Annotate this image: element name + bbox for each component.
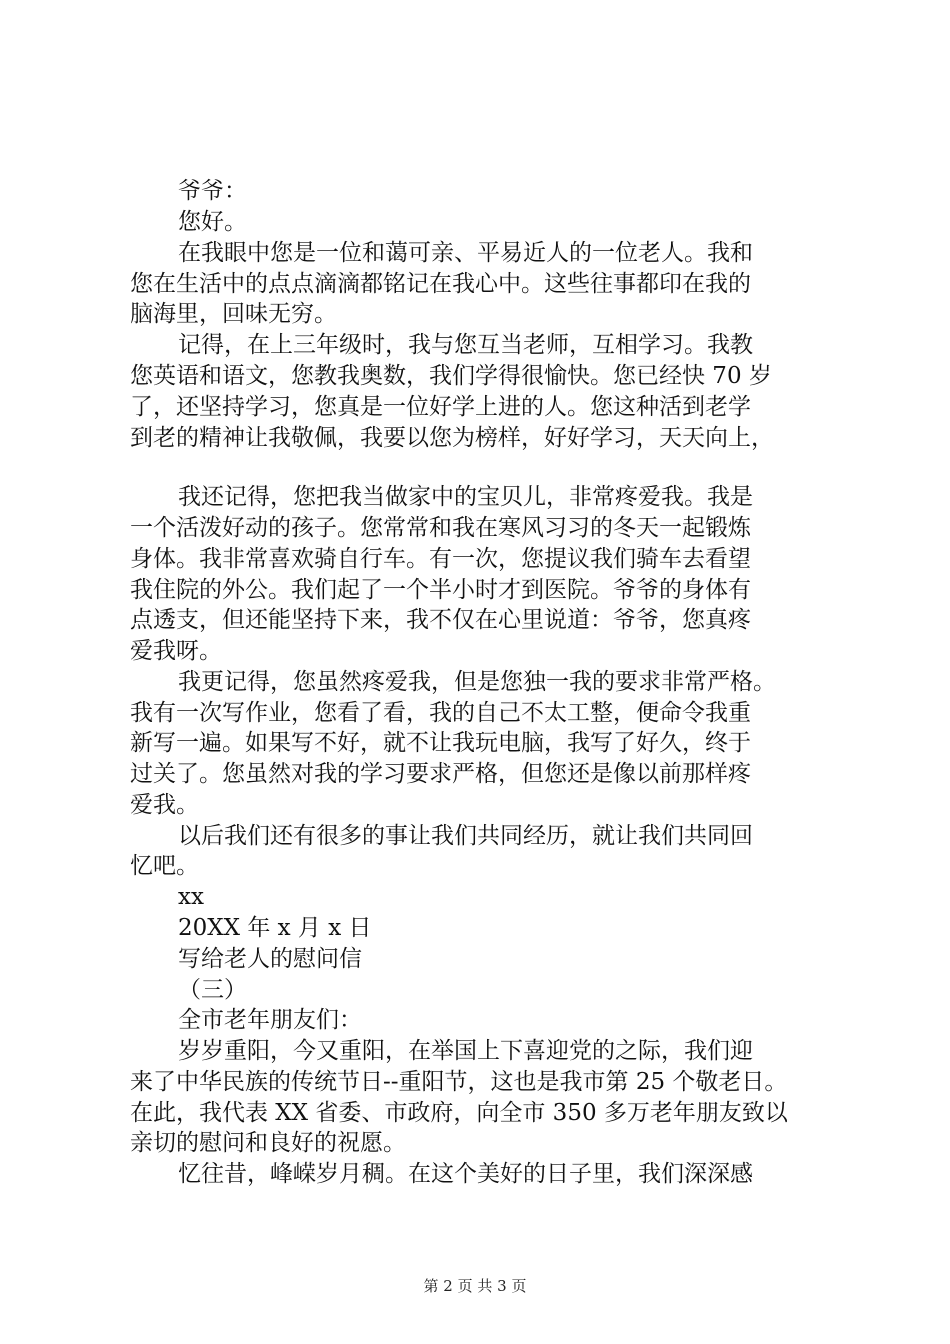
paragraph-line: 一个活泼好动的孩子。您常常和我在寒风习习的冬天一起锻炼 xyxy=(130,515,751,541)
date-line: 20XX 年 x 月 x 日 xyxy=(178,915,372,941)
paragraph-line: 我更记得，您虽然疼爱我，但是您独一我的要求非常严格。 xyxy=(178,669,776,695)
signature: xx xyxy=(178,884,204,910)
paragraph-line: 以后我们还有很多的事让我们共同经历，就让我们共同回 xyxy=(178,823,753,849)
section-number: （三） xyxy=(178,977,247,1003)
greeting: 您好。 xyxy=(178,209,247,235)
section-title: 写给老人的慰问信 xyxy=(178,946,362,972)
paragraph-line: 来了中华民族的传统节日--重阳节，这也是我市第 25 个敬老日。 xyxy=(130,1069,788,1095)
paragraph-line: 亲切的慰问和良好的祝愿。 xyxy=(130,1130,406,1156)
paragraph-line: 在此，我代表 XX 省委、市政府，向全市 350 多万老年朋友致以 xyxy=(130,1100,788,1126)
paragraph-line: 身体。我非常喜欢骑自行车。有一次，您提议我们骑车去看望 xyxy=(130,546,751,572)
paragraph-line: 您在生活中的点点滴滴都铭记在我心中。这些往事都印在我的 xyxy=(130,271,751,297)
page-footer: 第 2 页 共 3 页 xyxy=(423,1277,527,1295)
paragraph-line: 岁岁重阳，今又重阳，在举国上下喜迎党的之际，我们迎 xyxy=(178,1038,753,1064)
paragraph-line: 我有一次写作业，您看了看，我的自己不太工整，便命令我重 xyxy=(130,700,751,726)
paragraph-line: 忆往昔，峰嵘岁月稠。在这个美好的日子里，我们深深感 xyxy=(178,1161,753,1187)
paragraph-line: 忆吧。 xyxy=(130,853,199,879)
paragraph-line: 爱我。 xyxy=(130,792,199,818)
paragraph-line: 脑海里，回味无穷。 xyxy=(130,301,337,327)
paragraph-line: 到老的精神让我敬佩，我要以您为榜样，好好学习，天天向上， xyxy=(130,425,774,451)
paragraph-line: 了，还坚持学习，您真是一位好学上进的人。您这种活到老学 xyxy=(130,394,751,420)
paragraph-line: 我住院的外公。我们起了一个半小时才到医院。爷爷的身体有 xyxy=(130,577,751,603)
paragraph-line: 您英语和语文，您教我奥数，我们学得很愉快。您已经快 70 岁 xyxy=(130,363,772,389)
paragraph-line: 过关了。您虽然对我的学习要求严格，但您还是像以前那样疼 xyxy=(130,761,751,787)
paragraph-line: 爱我呀。 xyxy=(130,638,222,664)
salutation: 爷爷： xyxy=(178,178,247,204)
paragraph-line: 在我眼中您是一位和蔼可亲、平易近人的一位老人。我和 xyxy=(178,240,753,266)
paragraph-line: 我还记得，您把我当做家中的宝贝儿，非常疼爱我。我是 xyxy=(178,484,753,510)
paragraph-line: 记得，在上三年级时，我与您互当老师，互相学习。我教 xyxy=(178,332,753,358)
paragraph-line: 点透支，但还能坚持下来，我不仅在心里说道：爷爷，您真疼 xyxy=(130,607,751,633)
paragraph-line: 新写一遍。如果写不好，就不让我玩电脑，我写了好久，终于 xyxy=(130,730,751,756)
salutation: 全市老年朋友们： xyxy=(178,1007,362,1033)
